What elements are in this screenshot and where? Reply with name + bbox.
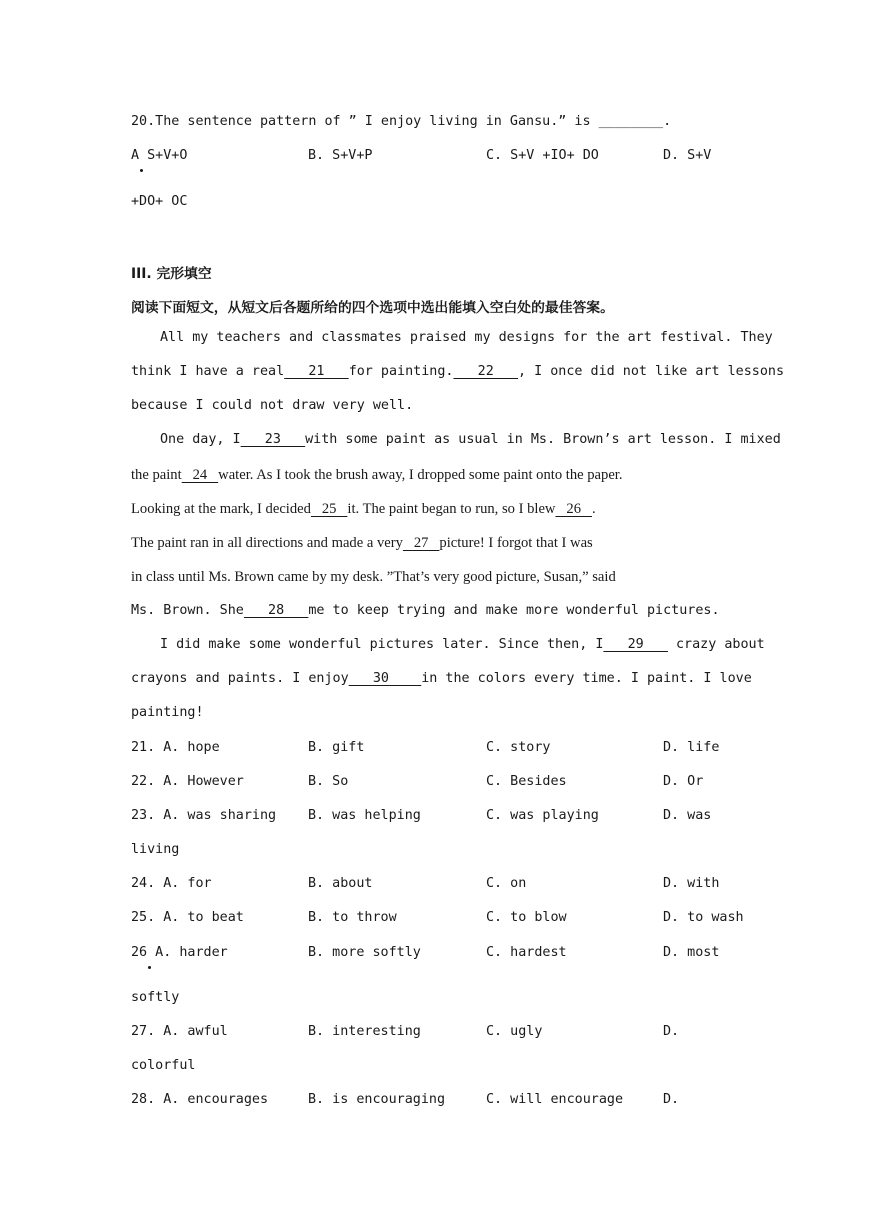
q24-option-a: 24. A. for bbox=[131, 876, 212, 891]
text-run: Ms. Brown. She bbox=[131, 603, 244, 618]
passage-p2-line1 bbox=[160, 432, 781, 447]
passage-p2-line2 bbox=[131, 467, 623, 484]
q25-option-c: C. to blow bbox=[486, 910, 567, 925]
q20-option-d-continued: +DO+ OC bbox=[131, 194, 188, 209]
q20-option-c: C. S+V +IO+ DO bbox=[486, 148, 599, 163]
section-instruction: 阅读下面短文，从短文后各题所给的四个选项中选出能填入空白处的最佳答案。 bbox=[131, 300, 614, 316]
q21-option-c: C. story bbox=[486, 740, 551, 755]
q23-option-a: 23. A. was sharing bbox=[131, 808, 277, 823]
q24-option-d: D. with bbox=[663, 876, 720, 891]
passage-p3-line3: painting! bbox=[131, 705, 204, 720]
q20-dot-mark bbox=[140, 169, 143, 172]
text-run: for painting. bbox=[348, 364, 454, 379]
q23-option-d: D. was bbox=[663, 808, 712, 823]
q28-option-b: B. is encouraging bbox=[308, 1092, 446, 1107]
q26-option-d: D. most bbox=[663, 945, 720, 960]
blank-30: 30 bbox=[348, 671, 422, 686]
text-run: water. As I took the brush away, I dropped some paint onto the paper. bbox=[218, 467, 623, 483]
blank-25: 25 bbox=[310, 501, 348, 517]
q22-option-c: C. Besides bbox=[486, 774, 567, 789]
text-run: Looking at the mark, I decided bbox=[131, 501, 311, 517]
passage-p3-line2 bbox=[131, 671, 752, 686]
text-run: with some paint as usual in Ms. Brown’s art lesson. I mixed bbox=[305, 432, 781, 447]
blank-28: 28 bbox=[243, 603, 309, 618]
q26-option-d-continued: softly bbox=[131, 990, 180, 1005]
text-run: One day, I bbox=[160, 432, 241, 447]
q23-option-c: C. was playing bbox=[486, 808, 599, 823]
q20-stem-prefix: 20.The sentence pattern of ” I enjoy living in Gansu.” is bbox=[131, 114, 599, 129]
q26-option-b: B. more softly bbox=[308, 945, 421, 960]
q21-option-b: B. gift bbox=[308, 740, 365, 755]
text-run: the paint bbox=[131, 467, 182, 483]
q20-blank: ________ bbox=[598, 114, 664, 129]
blank-29: 29 bbox=[603, 637, 668, 652]
passage-p2-line5: in class until Ms. Brown came by my desk. ”That’s very good picture, Susan,” said bbox=[131, 569, 616, 585]
section-title: III. 完形填空 bbox=[131, 266, 212, 282]
passage-p1-line2 bbox=[131, 364, 784, 379]
blank-27: 27 bbox=[402, 535, 440, 551]
q24-option-c: C. on bbox=[486, 876, 527, 891]
q27-option-d-continued: colorful bbox=[131, 1058, 196, 1073]
passage-p1-line3: because I could not draw very well. bbox=[131, 398, 414, 413]
q27-option-a: 27. A. awful bbox=[131, 1024, 228, 1039]
blank-24: 24 bbox=[181, 467, 219, 483]
text-run: The paint ran in all directions and made a very bbox=[131, 535, 403, 551]
text-run: I did make some wonderful pictures later. Since then, I bbox=[160, 637, 604, 652]
q22-option-b: B. So bbox=[308, 774, 349, 789]
spacer bbox=[668, 637, 676, 652]
q27-option-b: B. interesting bbox=[308, 1024, 421, 1039]
blank-26: 26 bbox=[555, 501, 592, 517]
text-run: . bbox=[591, 501, 596, 517]
text-run: crayons and paints. I enjoy bbox=[131, 671, 349, 686]
passage-p3-line1 bbox=[160, 637, 765, 652]
q27-option-c: C. ugly bbox=[486, 1024, 543, 1039]
q20-stem-suffix: . bbox=[663, 114, 672, 129]
q20-option-a: A S+V+O bbox=[131, 148, 188, 163]
text-run: in the colors every time. I paint. I love bbox=[421, 671, 752, 686]
q22-option-a: 22. A. However bbox=[131, 774, 244, 789]
q23-option-b: B. was helping bbox=[308, 808, 421, 823]
passage-p2-line3 bbox=[131, 501, 596, 518]
q25-option-a: 25. A. to beat bbox=[131, 910, 244, 925]
blank-23: 23 bbox=[240, 432, 306, 447]
q26-dot-mark bbox=[148, 966, 151, 969]
q24-option-b: B. about bbox=[308, 876, 373, 891]
q26-option-c: C. hardest bbox=[486, 945, 567, 960]
text-run: , I once did not like art lessons bbox=[518, 364, 785, 379]
text-run: picture! I forgot that I was bbox=[439, 535, 593, 551]
q20-stem bbox=[131, 114, 671, 129]
blank-22: 22 bbox=[453, 364, 518, 379]
q20-option-d: D. S+V bbox=[663, 148, 712, 163]
q25-option-b: B. to throw bbox=[308, 910, 397, 925]
blank-21: 21 bbox=[284, 364, 349, 379]
q26-option-a: 26 A. harder bbox=[131, 945, 228, 960]
passage-p1-line1: All my teachers and classmates praised my designs for the art festival. They bbox=[160, 330, 773, 345]
q25-option-d: D. to wash bbox=[663, 910, 744, 925]
q20-option-b: B. S+V+P bbox=[308, 148, 373, 163]
q23-option-d-continued: living bbox=[131, 842, 180, 857]
q22-option-d: D. Or bbox=[663, 774, 704, 789]
text-run: me to keep trying and make more wonderful pictures. bbox=[308, 603, 720, 618]
q21-option-d: D. life bbox=[663, 740, 720, 755]
passage-p2-line4 bbox=[131, 535, 593, 552]
text-run: think I have a real bbox=[131, 364, 285, 379]
passage-p2-line6 bbox=[131, 603, 720, 618]
text-run: crazy about bbox=[675, 637, 765, 652]
q28-option-d: D. bbox=[663, 1092, 680, 1107]
q27-option-d: D. bbox=[663, 1024, 680, 1039]
text-run: it. The paint began to run, so I blew bbox=[347, 501, 556, 517]
q28-option-c: C. will encourage bbox=[486, 1092, 624, 1107]
q21-option-a: 21. A. hope bbox=[131, 740, 220, 755]
q28-option-a: 28. A. encourages bbox=[131, 1092, 269, 1107]
